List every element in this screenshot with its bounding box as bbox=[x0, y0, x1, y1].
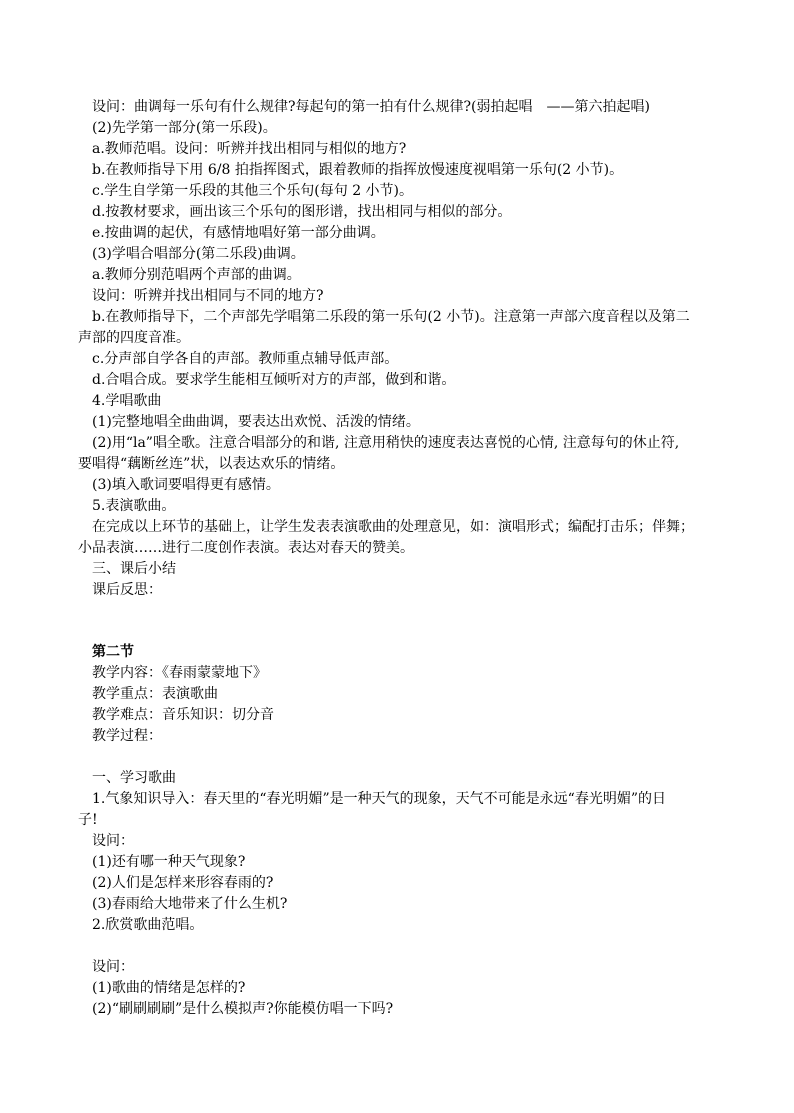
question-item: (1)还有哪一种天气现象? bbox=[92, 854, 246, 870]
paragraph-line: 设问：听辨并找出相同与不同的地方? bbox=[92, 288, 324, 304]
paragraph-line: 4.学唱歌曲 bbox=[92, 393, 162, 409]
reflection-label: 课后反思： bbox=[92, 582, 162, 598]
question-label: 设问： bbox=[92, 959, 134, 975]
paragraph-line: (1)完整地唱全曲曲调，要表达出欢悦、活泼的情绪。 bbox=[92, 414, 420, 430]
teaching-process: 教学过程： bbox=[92, 728, 162, 744]
paragraph-line: 5.表演歌曲。 bbox=[92, 498, 176, 514]
paragraph-line: d.合唱合成。要求学生能相互倾听对方的声部，做到和谐。 bbox=[92, 372, 456, 388]
section-heading: 三、课后小结 bbox=[92, 561, 176, 577]
teaching-content: 教学内容：《春雨蒙蒙地下》 bbox=[92, 665, 267, 681]
paragraph-line: (3)学唱合唱部分(第二乐段)曲调。 bbox=[92, 246, 305, 262]
paragraph-line: (2)先学第一部分(第一乐段)。 bbox=[92, 120, 277, 136]
question-item: (1)歌曲的情绪是怎样的? bbox=[92, 980, 246, 996]
paragraph-line: (2)用“la”唱全歌。注意合唱部分的和谐, 注意用稍快的速度表达喜悦的心情, 注意每句的休止符, bbox=[92, 435, 680, 451]
section-title: 第二节 bbox=[92, 644, 134, 660]
teaching-key-point: 教学重点：表演歌曲 bbox=[92, 686, 218, 702]
paragraph-line: 1.气象知识导入：春天里的“春光明媚”是一种天气的现象，天气不可能是永远“春光明媚”的日 bbox=[92, 791, 666, 807]
paragraph-line: 声部的四度音准。 bbox=[78, 330, 190, 346]
paragraph-line: a.教师分别范唱两个声部的曲调。 bbox=[92, 267, 301, 283]
question-item: (2)人们是怎样来形容春雨的? bbox=[92, 875, 274, 891]
question-item: (2)“刷刷刷刷”是什么模拟声?你能模仿唱一下吗? bbox=[92, 1001, 394, 1017]
paragraph-line: 2.欣赏歌曲范唱。 bbox=[92, 917, 204, 933]
question-label: 设问： bbox=[92, 833, 134, 849]
paragraph-line: c.学生自学第一乐段的其他三个乐句(每句 2 小节)。 bbox=[92, 183, 414, 199]
paragraph-line: 设问：曲调每一乐句有什么规律?每起句的第一拍有什么规律?(弱拍起唱 ——第六拍起唱) bbox=[92, 99, 650, 115]
part-heading: 一、学习歌曲 bbox=[92, 770, 176, 786]
question-item: (3)春雨给大地带来了什么生机? bbox=[92, 896, 288, 912]
teaching-difficulty: 教学难点：音乐知识：切分音 bbox=[92, 707, 274, 723]
paragraph-line: e.按曲调的起伏，有感情地唱好第一部分曲调。 bbox=[92, 225, 385, 241]
paragraph-line: c.分声部自学各自的声部。教师重点辅导低声部。 bbox=[92, 351, 399, 367]
paragraph-line: 子! bbox=[78, 812, 98, 828]
paragraph-line: d.按教材要求，画出该三个乐句的图形谱，找出相同与相似的部分。 bbox=[92, 204, 512, 220]
paragraph-line: 在完成以上环节的基础上，让学生发表表演歌曲的处理意见，如：演唱形式；编配打击乐；伴舞； bbox=[92, 519, 694, 535]
paragraph-line: 要唱得“藕断丝连”状，以表达欢乐的情绪。 bbox=[78, 456, 345, 472]
paragraph-line: 小品表演……进行二度创作表演。表达对春天的赞美。 bbox=[78, 540, 414, 556]
paragraph-line: b.在教师指导下，二个声部先学唱第二乐段的第一乐句(2 小节)。注意第一声部六度音程以及第二 bbox=[92, 309, 690, 325]
paragraph-line: (3)填入歌词要唱得更有感情。 bbox=[92, 477, 280, 493]
paragraph-line: b.在教师指导下用 6/8 拍指挥图式，跟着教师的指挥放慢速度视唱第一乐句(2 小节)。 bbox=[92, 162, 624, 178]
paragraph-line: a.教师范唱。设问：听辨并找出相同与相似的地方? bbox=[92, 141, 407, 157]
